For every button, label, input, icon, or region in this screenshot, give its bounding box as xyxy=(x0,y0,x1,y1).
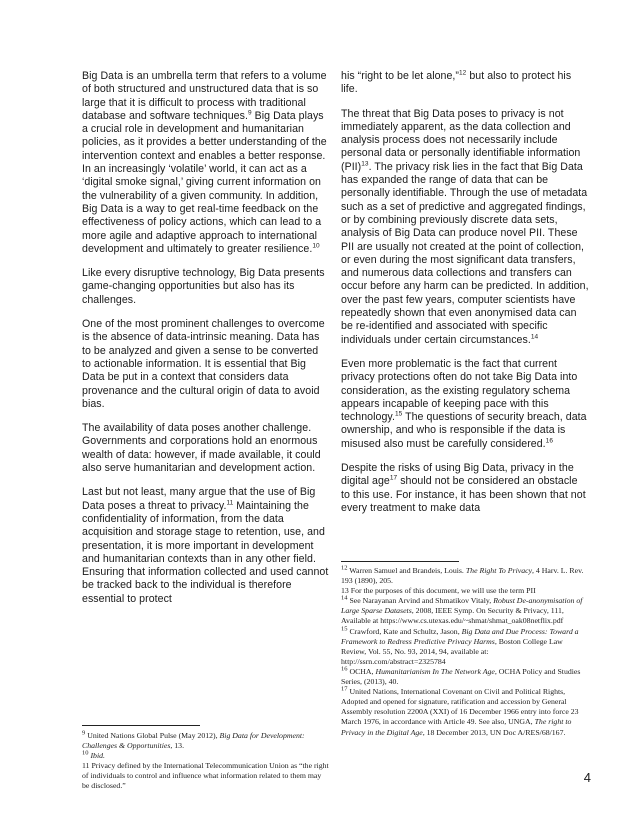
paragraph-big-data-definition: Big Data is an umbrella term that refers to a volume of both structured and unstructured data that is so large that it is difficult to process with traditional database and software techniques.$^9$ Big Data plays a crucial role in development and humanitarian policies, as it provides a better understanding of the intervention context and enables a better response. In an increasingly ‘volatile’ world, it can act as a ‘digital smoke signal,’ giving current information on the vulnerability of a given community. In addition, Big Data is a way to get real-time feedback on the effectiveness of policy actions, which can lead to a more agile and adaptive approach to international development and ultimately to greater resilience.$^{10}$ xyxy=(82,70,327,255)
footnote-ref-16[interactable]: 16 xyxy=(545,437,553,445)
footnote-14: $^{14}$ See Narayanan Arvind and Shmatikov Vitaly, Robust De-anonymisation of Large Sparse Datasets, 2008, IEEE Symp. On Security & Privacy, 111, Available at https://www.cs.utexas.edu/~shmat/shmat_oak08netflix.pdf xyxy=(341,594,583,626)
left-column xyxy=(82,70,330,617)
paragraph-privacy-protections: Even more problematic is the fact that current privacy protections often do not take Big Data into consideration, as the existing regulatory schema appears incapable of keeping pace with this technology.$^{15}$ The questions of security breach, data ownership, and who is responsible if the data is misused also must be carefully considered.$^{16}$ xyxy=(341,357,587,450)
footnote-17: $^{17}$ United Nations, International Covenant on Civil and Political Rights, Adopted and opened for signature, ratification and accession by General Assembly resolution 2200A (XXI) of 16 December 1966 entry into force 23 March 1976, in accordance with Article 49. See also, UNGA, The right to Privacy in the Digital Age, 18 December 2013, UN Doc A/RES/68/167. xyxy=(341,685,579,737)
footnote-ref-12[interactable]: 12 xyxy=(459,69,467,77)
paragraph-privacy-risk: The threat that Big Data poses to privacy is not immediately apparent, as the data collection and analysis process does not necessarily include personal data or personally identifiable information (PII)$^{13}$. The privacy risk lies in the fact that Big Data has expanded the range of data that can be personally identifiable. Through the use of metadata such as a set of predictive and aggregated findings, or by combining previously discrete data sets, analysis of Big Data can produce novel PII. These PII are usually not created at the point of collection, or even during the most significant data transfers, and numerous data collections and transfers can occur before any harm can be predicted. In addition, over the past few years, computer scientists have repeatedly shown that even anonymised data can be re-identified and associated with specific individuals under certain circumstances.$^{14}$ xyxy=(341,107,589,346)
paragraph-privacy-threat: Last but not least, many argue that the use of Big Data poses a threat to privacy.$^{11}$ Maintaining the confidentiality of information, from the data acquisition and storage stage to retention, use, and presentation, it is more important in development and humanitarian contexts than in any other field. Ensuring that information collected and used cannot be tracked back to the individual is therefore essential to protect xyxy=(82,486,329,605)
footnotes-left xyxy=(82,731,330,792)
footnote-15: $^{15}$ Crawford, Kate and Schultz, Jason, Big Data and Due Process: Toward a Framework to Redress Predictive Privacy Harms, Boston College Law Review, Vol. 55, No. 93, 2014, 94, available at: http://ssrn.com/abstract=2325784 xyxy=(341,624,579,666)
footnote-ref-15[interactable]: 15 xyxy=(394,410,403,418)
footnote-ref-13[interactable]: 13 xyxy=(361,160,369,168)
paragraph-digital-age: Despite the risks of using Big Data, privacy in the digital age$^{17}$ should not be considered an obstacle to this use. For instance, it has been shown that not every treatment to make data xyxy=(341,462,586,514)
paragraph-data-availability: The availability of data poses another challenge. Governments and corporations hold an enormous wealth of data: however, if made available, it could also serve humanitarian and development action. xyxy=(82,422,321,475)
paragraph-data-meaning: One of the most prominent challenges to overcome is the absence of data-intrinsic meaning. Data has to be analyzed and given a sense to be converted to actionable information. It is essential that Big Data be put in a context that considers data provenance and the cultural origin of data to avoid bias. xyxy=(82,318,325,410)
footnote-ref-11[interactable]: 11 xyxy=(226,499,234,507)
footnote-ref-9[interactable]: 9 xyxy=(247,109,252,117)
footnote-10: $^{10}$ Ibid. xyxy=(82,749,105,761)
paragraph-disruptive-technology: Like every disruptive technology, Big Data presents game-changing opportunities but also has its challenges. xyxy=(82,267,325,306)
footnote-divider-right xyxy=(341,561,459,562)
footnote-ref-17[interactable]: 17 xyxy=(389,474,398,482)
footnote-16: $^{16}$ OCHA, Humanitarianism In The Network Age, OCHA Policy and Studies Series, (2013), 40. xyxy=(341,665,581,687)
footnote-13: 13 For the purposes of this document, we will use the term PII xyxy=(341,586,536,596)
paragraph-right-to-be-let-alone: his “right to be let alone,”$^{12}$ but also to protect his life. xyxy=(341,69,572,96)
footnote-ref-10[interactable]: 10 xyxy=(312,242,320,250)
footnote-9: $^9$ United Nations Global Pulse (May 2012), Big Data for Development: Challenges & Opportunities, 13. xyxy=(82,729,305,751)
footnote-divider-left xyxy=(82,725,200,726)
footnote-11: 11 Privacy defined by the International Telecommunication Union as “the right of individuals to control and influence what information related to them may be disclosed.” xyxy=(82,761,329,791)
footnote-ref-14[interactable]: 14 xyxy=(530,333,539,341)
page-number: 4 xyxy=(583,770,591,785)
footnotes-right xyxy=(341,566,589,738)
right-column xyxy=(341,70,589,526)
footnote-12: $^{12}$ Warren Samuel and Brandeis, Louis. The Right To Privacy, 4 Harv. L. Rev. 193 (1890), 205. xyxy=(341,564,584,586)
